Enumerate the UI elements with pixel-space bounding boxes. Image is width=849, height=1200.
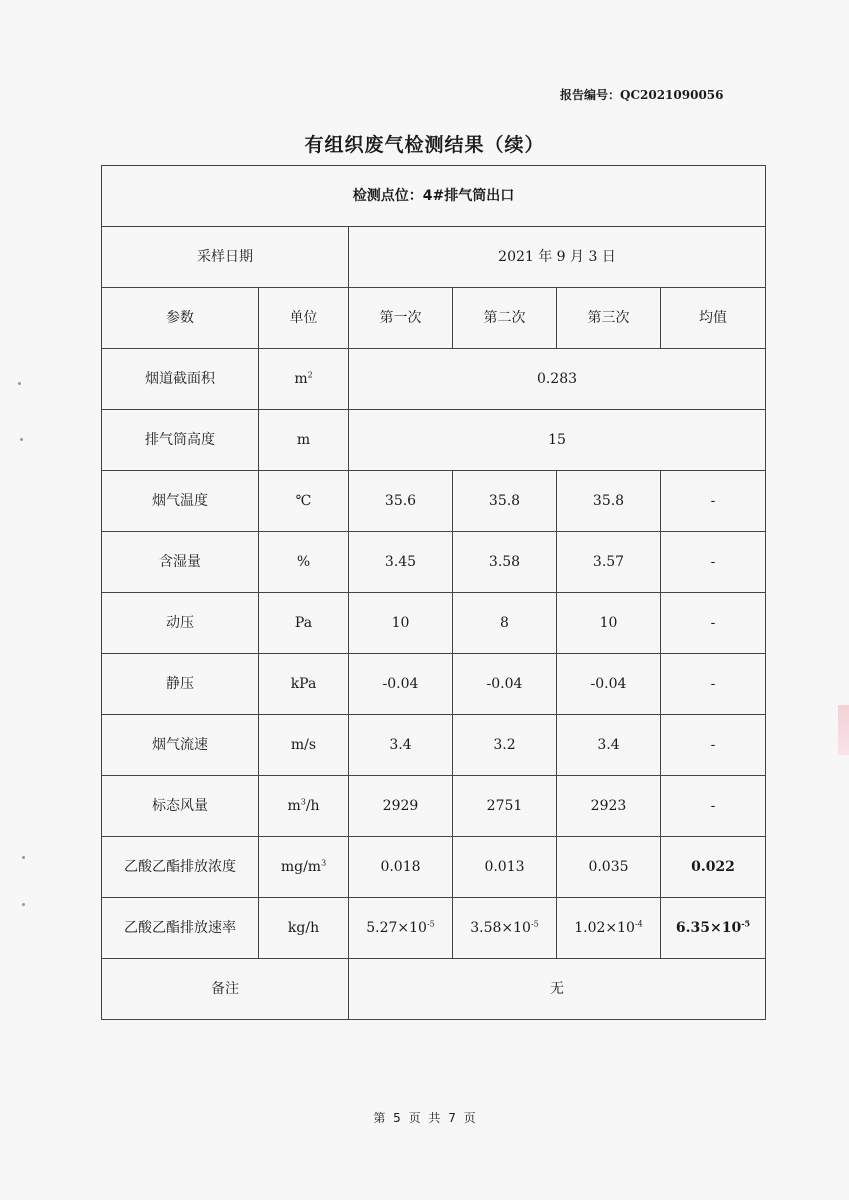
- param-name: 乙酸乙酯排放速率: [102, 898, 259, 959]
- param-name: 烟气流速: [102, 715, 259, 776]
- table-row: [102, 349, 766, 410]
- page-footer: 第 5 页 共 7 页: [373, 1111, 476, 1125]
- table-row: [102, 715, 766, 776]
- table-row: [102, 654, 766, 715]
- param-unit: kPa: [259, 654, 349, 715]
- header-second: 第二次: [453, 288, 557, 349]
- results-table: [101, 165, 766, 1020]
- header-third: 第三次: [557, 288, 661, 349]
- table-row: [102, 837, 766, 898]
- param-unit: m: [259, 410, 349, 471]
- scan-speck: [20, 438, 23, 441]
- header-param: 参数: [102, 288, 259, 349]
- value-first: 0.018: [349, 837, 453, 898]
- value-second: $3.58\times 10^{-5}$: [453, 898, 557, 959]
- param-name: 烟道截面积: [102, 349, 259, 410]
- param-name: 标态风量: [102, 776, 259, 837]
- scan-speck: [18, 382, 21, 385]
- value-avg: -: [661, 776, 766, 837]
- value-avg: $6.35\times 10^{-5}$: [661, 898, 766, 959]
- value-first: 35.6: [349, 471, 453, 532]
- value-first: 10: [349, 593, 453, 654]
- value-second: 35.8: [453, 471, 557, 532]
- value-first: -0.04: [349, 654, 453, 715]
- param-name: 乙酸乙酯排放浓度: [102, 837, 259, 898]
- param-unit: $mg/m^3$: [259, 837, 349, 898]
- header-avg: 均值: [661, 288, 766, 349]
- value-first: 2929: [349, 776, 453, 837]
- param-name: 动压: [102, 593, 259, 654]
- value-avg: -: [661, 532, 766, 593]
- table-row: [102, 776, 766, 837]
- value-second: 0.013: [453, 837, 557, 898]
- value-third: 35.8: [557, 471, 661, 532]
- param-unit: $m^2$: [259, 349, 349, 410]
- table-row: [102, 471, 766, 532]
- value-third: 2923: [557, 776, 661, 837]
- value-avg: -: [661, 471, 766, 532]
- sampling-date-row: [102, 227, 766, 288]
- value-third: 0.035: [557, 837, 661, 898]
- value-second: 3.58: [453, 532, 557, 593]
- value-third: 3.4: [557, 715, 661, 776]
- remark-label: 备注: [102, 959, 349, 1020]
- param-unit: kg/h: [259, 898, 349, 959]
- param-value: 15: [349, 410, 766, 471]
- param-name: 排气筒高度: [102, 410, 259, 471]
- header-row: [102, 288, 766, 349]
- value-avg: -: [661, 593, 766, 654]
- value-second: 2751: [453, 776, 557, 837]
- value-avg: -: [661, 715, 766, 776]
- value-avg: 0.022: [661, 837, 766, 898]
- table-row: [102, 532, 766, 593]
- value-third: 3.57: [557, 532, 661, 593]
- value-first: 3.4: [349, 715, 453, 776]
- report-number: 报告编号：QC2021090056: [560, 88, 724, 102]
- param-unit: %: [259, 532, 349, 593]
- value-third: -0.04: [557, 654, 661, 715]
- stamp-edge: [838, 705, 849, 755]
- value-second: 3.2: [453, 715, 557, 776]
- location-label: 检测点位：4#排气筒出口: [102, 166, 766, 227]
- value-avg: -: [661, 654, 766, 715]
- param-name: 含湿量: [102, 532, 259, 593]
- value-first: $5.27\times 10^{-5}$: [349, 898, 453, 959]
- param-name: 烟气温度: [102, 471, 259, 532]
- value-second: 8: [453, 593, 557, 654]
- sampling-date-value: 2021 年 9 月 3 日: [349, 227, 766, 288]
- table-row: [102, 593, 766, 654]
- value-third: $1.02\times 10^{-4}$: [557, 898, 661, 959]
- value-second: -0.04: [453, 654, 557, 715]
- header-unit: 单位: [259, 288, 349, 349]
- value-third: 10: [557, 593, 661, 654]
- param-name: 静压: [102, 654, 259, 715]
- value-first: 3.45: [349, 532, 453, 593]
- scan-speck: [22, 856, 25, 859]
- scan-speck: [22, 903, 25, 906]
- location-row: [102, 166, 766, 227]
- remark-row: [102, 959, 766, 1020]
- param-unit: Pa: [259, 593, 349, 654]
- param-unit: ℃: [259, 471, 349, 532]
- param-value: 0.283: [349, 349, 766, 410]
- remark-value: 无: [349, 959, 766, 1020]
- param-unit: $m^3/h$: [259, 776, 349, 837]
- table-row: [102, 410, 766, 471]
- page-title: 有组织废气检测结果（续）: [304, 134, 545, 156]
- sampling-date-label: 采样日期: [102, 227, 349, 288]
- header-first: 第一次: [349, 288, 453, 349]
- table-row: [102, 898, 766, 959]
- param-unit: m/s: [259, 715, 349, 776]
